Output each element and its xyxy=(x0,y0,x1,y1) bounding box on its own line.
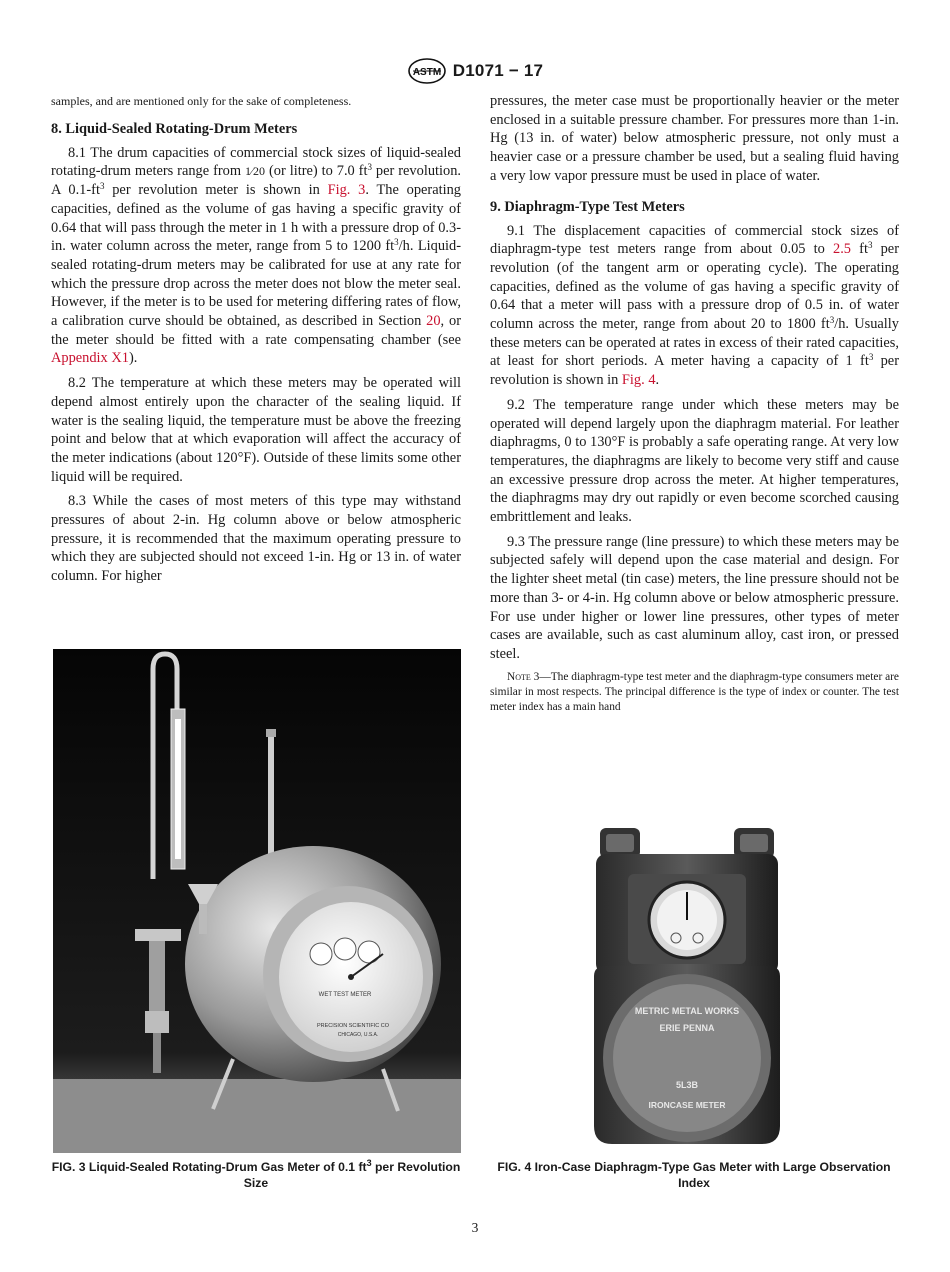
right-column xyxy=(490,92,899,721)
paragraph-8-2: 8.2 The temperature at which these meters may be operated will depend almost entirely upon the character of the sealing liquid. If water is the sealing liquid, the temperature must be above the freezing point and below that at which evaporation will affect the accuracy of the meter indications (about 120°F). Outside of these limits some other liquid will be required. xyxy=(51,375,461,485)
paragraph-8-1: 8.1 The drum capacities of commercial stock sizes of liquid-sealed rotating-drum meters range from 1⁄20 (or litre) to 7.0 $ft^3$ per revolution. A $0.1-ft^3$ per revolution meter is shown in Fig. 3. The operating capacities, defined as the volume of gas having a specific gravity of 0.64 that will pass through the meter in 1 h with a pressure drop of 0.3-in. water column across the meter, range from 5 to 1200 $ft^3/h$. Liquid-sealed rotating-drum meters may be calibrated for use at any rate for which the pressure drop across the meter does not blow the meter seal. However, if the meter is to be used for metering differing rates of flow, a calibration curve should be obtained, as described in Section 20, or the meter should be fitted with a rate compensating chamber (see Appendix X1). xyxy=(51,144,461,367)
note-3: Note 3—The diaphragm-type test meter and the diaphragm-type consumers meter are similar in most respects. The principal difference is the type of index or counter. The test meter index has a main hand xyxy=(490,670,899,714)
left-column xyxy=(51,92,461,592)
fig3-maker-label: PRECISION SCIENTIFIC CO xyxy=(316,1023,390,1029)
astm-logo-text: ASTM xyxy=(412,67,441,78)
fig-4-link[interactable]: Fig. 4 xyxy=(621,372,656,389)
figure-4-caption: FIG. 4 Iron-Case Diaphragm-Type Gas Meter with Large Observation Index xyxy=(497,1160,891,1190)
page-number: 3 xyxy=(471,1220,479,1235)
figure-3-wet-test-meter-photo xyxy=(53,649,461,1153)
paragraph-9-1: 9.1 The displacement capacities of commercial stock sizes of diaphragm-type test meters range from about 0.05 to 2.5 $ft^3$ per revolution (of the tangent arm or operating cycle). The operating capacities, defined as the volume of gas having a specific gravity of 0.64 that a meter will pass with a pressure drop of 0.5 in. of water column across the meter, range from about 20 to 1800 $ft^3/h$. Usually these meters can be operated at rates in excess of their rated capacities, at least for short periods. A meter having a capacity of 1 $ft^3$ per revolution is shown in Fig. 4. xyxy=(490,222,899,389)
astm-logo xyxy=(407,58,447,84)
fig3-dial-label: WET TEST METER xyxy=(318,992,372,998)
fig3-city-label: CHICAGO, U.S.A. xyxy=(337,1032,379,1038)
paragraph-9-3: 9.3 The pressure range (line pressure) to which these meters may be subjected safely will depend upon the case material and design. For the lighter sheet metal (tin case) meters, the line pressure should not be more than 3- or 4-in. Hg column above or below atmospheric pressure. For use under higher or lower line pressures, other types of meter cases are available, such as cast aluminum alloy, cast iron, or pressed steel. xyxy=(490,533,899,662)
fig4-plate-num: 5L3B xyxy=(675,1080,699,1090)
page-header xyxy=(0,58,950,84)
fraction: 1⁄20 xyxy=(245,164,266,179)
appendix-x1-link[interactable]: Appendix X1 xyxy=(51,350,129,367)
fig4-plate-mid: ERIE PENNA xyxy=(659,1023,715,1033)
paragraph-9-2: 9.2 The temperature range under which these meters may be operated will depend largely upon the diaphragm material. For leather diaphragms, 0 to 130°F is probably a safe operating range. At very low temperatures, the diaphragms are likely to become very stiff and cause an excessive pressure drop across the meter. At higher temperatures, the diaphragms may dry out rapidly or even become scorched causing embrittlement and leaks. xyxy=(490,396,899,526)
value-2-5-link[interactable]: 2.5 xyxy=(833,241,851,258)
section-9-heading: 9. Diaphragm-Type Test Meters xyxy=(490,198,685,215)
paragraph-continuation-right: pressures, the meter case must be proportionally heavier or the meter enclosed in a suitable pressure chamber. For pressures more than 1-in. Hg (13 in. of water) below atmospheric pressure, not only must a heavier case or a pressure chamber be used, but a sealing fluid having a very low vapor pressure must be used in place of water. xyxy=(490,93,899,184)
fig-3-link[interactable]: Fig. 3 xyxy=(327,182,366,199)
paragraph-8-3: 8.3 While the cases of most meters of this type may withstand pressures of about 2-in. Hg column above or below atmospheric pressure, it is recommended that the maximum operating pressure to which they are subjected should not exceed 1-in. Hg or 13 in. of water column. For higher xyxy=(51,493,461,585)
paragraph-continuation: samples, and are mentioned only for the sake of completeness. xyxy=(51,94,352,108)
fig4-plate-bottom: IRONCASE METER xyxy=(648,1100,726,1110)
document-designation: D1071 − 17 xyxy=(452,61,544,80)
figure-3-caption: FIG. 3 Liquid-Sealed Rotating-Drum Gas Meter of 0.1 $ft^3$ per Revolution Size xyxy=(51,1158,461,1190)
section-20-link[interactable]: 20 xyxy=(426,313,441,330)
note-label: Note xyxy=(507,670,531,683)
section-8-heading: 8. Liquid-Sealed Rotating-Drum Meters xyxy=(51,120,298,137)
fig4-plate-top: METRIC METAL WORKS xyxy=(634,1006,740,1016)
figure-4-iron-case-meter-photo xyxy=(586,826,788,1148)
